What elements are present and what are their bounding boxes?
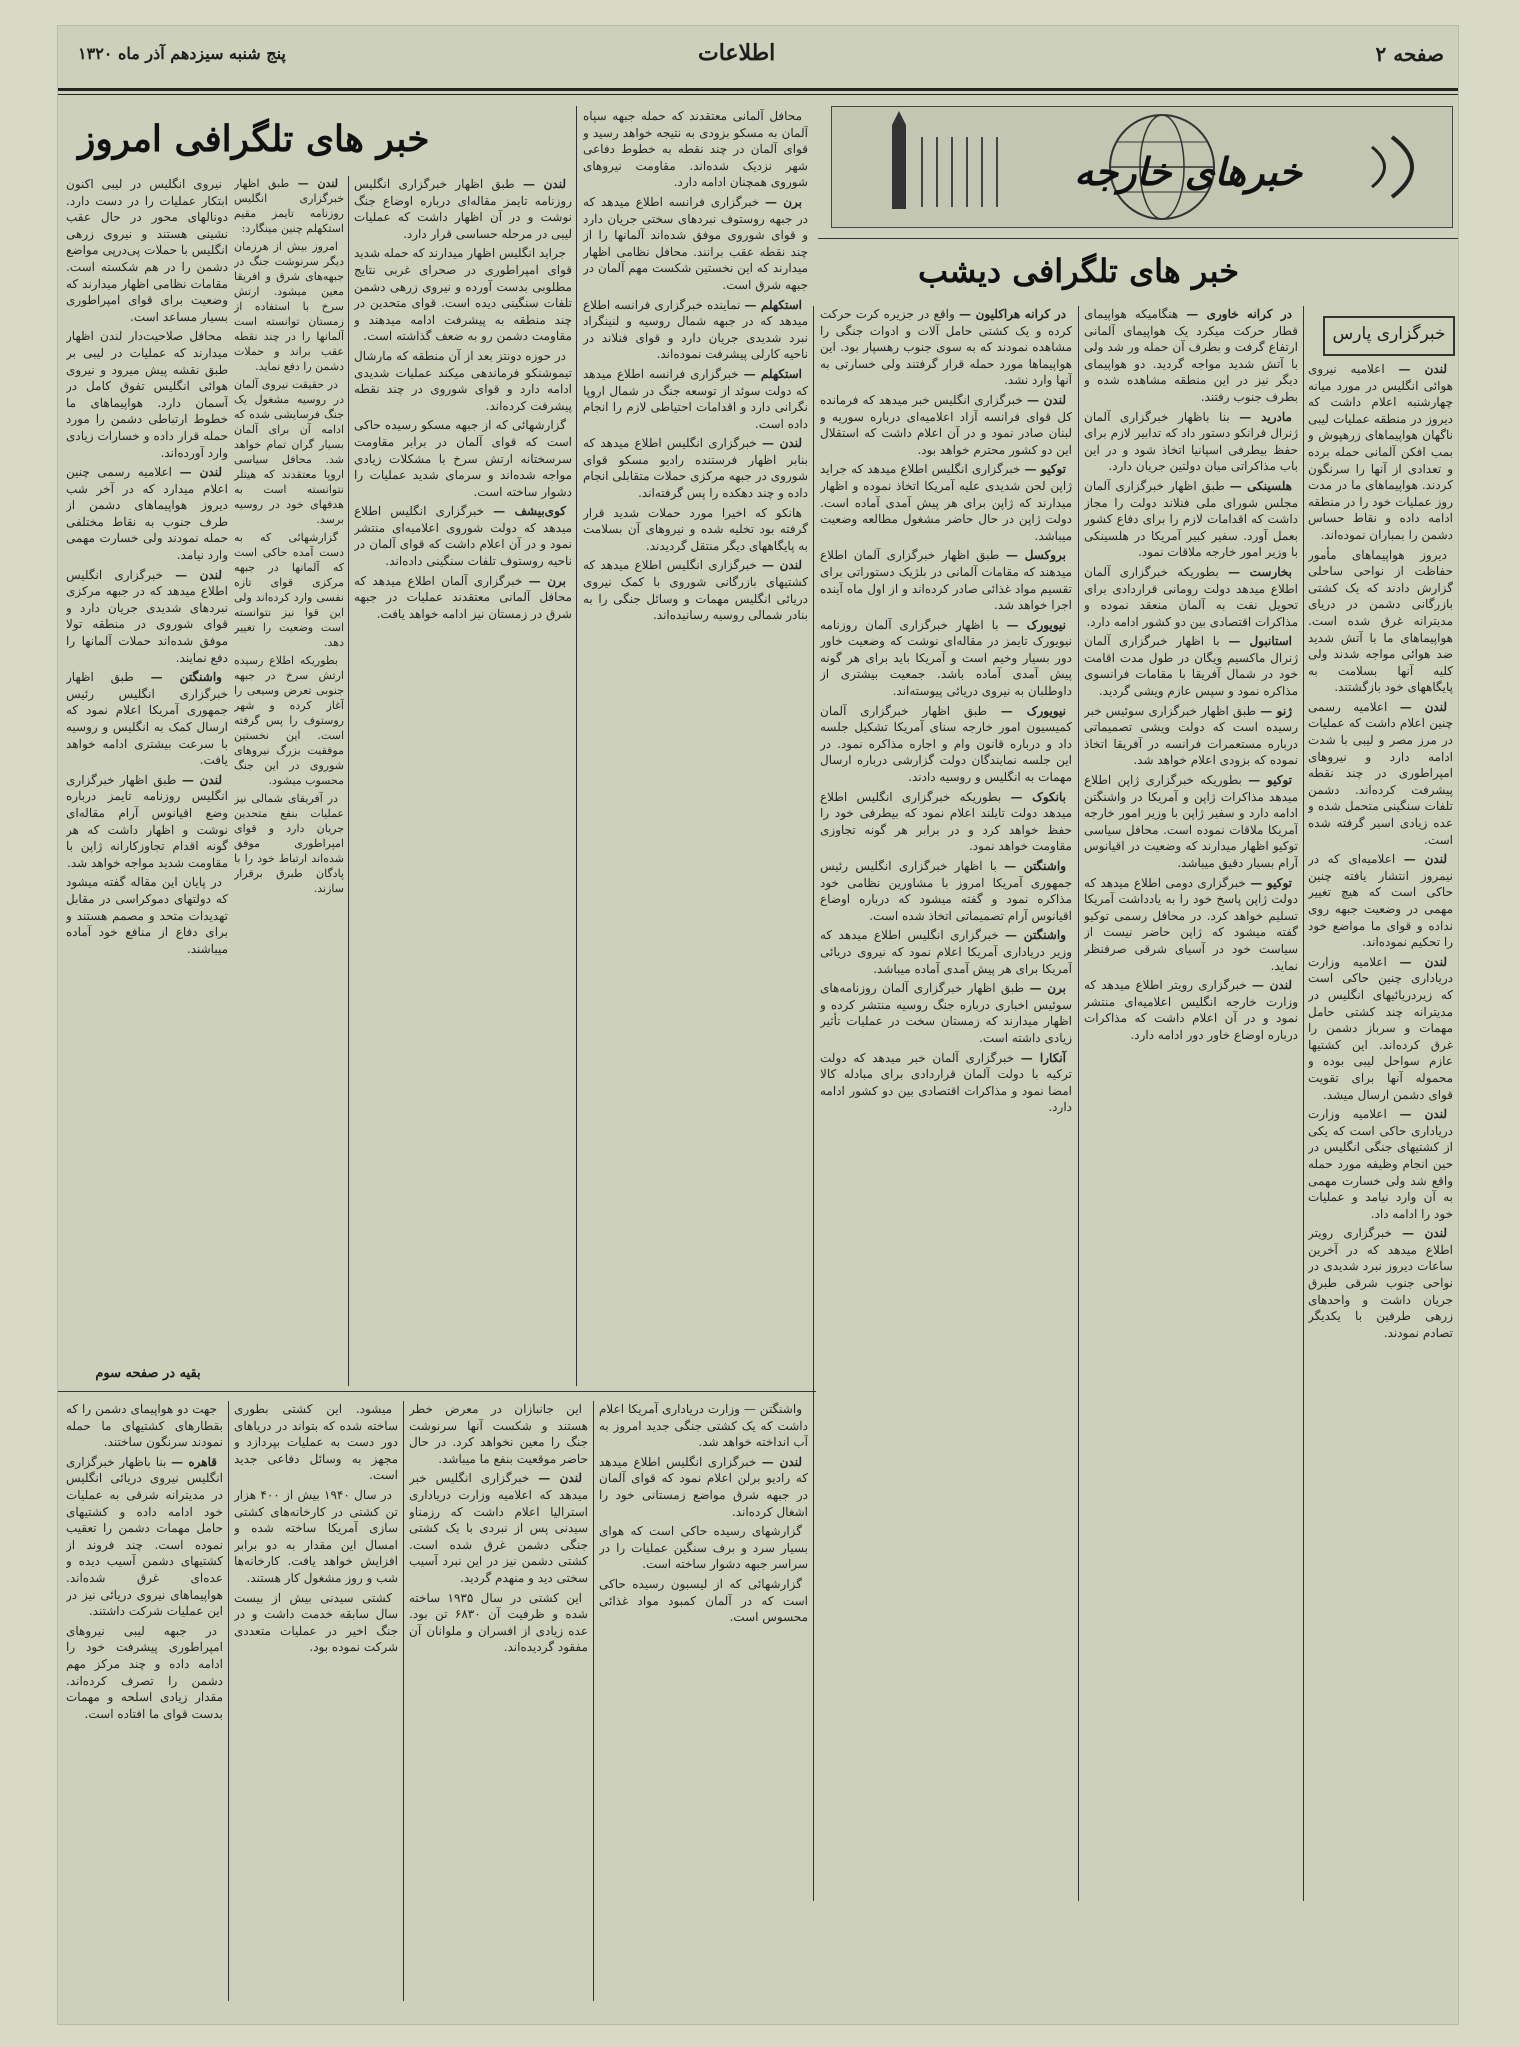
news-text: میشود. این کشتی بطوری ساخته شده که بتواند در دریاهای دور دست به عملیات بپردازد و مجهز به وسائل دفاعی جدید است. — [234, 1402, 398, 1483]
news-item — [1084, 772, 1298, 872]
dateline: لندن — — [1399, 699, 1447, 714]
dateline: لندن — — [762, 558, 802, 573]
page-number: صفحه ۲ — [1375, 42, 1444, 66]
news-item — [820, 392, 1072, 458]
news-item — [1308, 699, 1453, 848]
news-item — [409, 1590, 588, 1656]
banner-rule — [818, 238, 1458, 239]
news-text: بنا باظهار خبرگزاری آلمان ژنرال فرانکو دستور داد که تدابیر لازم برای حفظ بیطرفی اسپانیا اتخاذ شود و در این باب مذاکراتی میان دولتین جریان دارد. — [1084, 409, 1298, 474]
news-item — [234, 377, 344, 527]
news-text: امروز بیش از هرزمان دیگر سرنوشت جنگ در جبهه‌های شرق و افریقا معین میشود. ارتش سرخ با استفاده از زمستان توانسته است آلمانها را در چند نقطه عقب براند و حملات دشمن را دفع نماید. — [234, 240, 344, 373]
news-item — [583, 435, 808, 501]
news-item — [820, 1050, 1072, 1116]
continued-note: بقیه در صفحه سوم — [95, 1366, 201, 1381]
news-text: خبرگزاری انگلیس اطلاع میدهد که کشتیهای بازرگانی شوروی با کمک نیروی دریائی انگلیس مهمات و وسائل جنگی را به بنادر شمالی روسیه رسانیده‌اند. — [583, 558, 808, 623]
column-rule — [1303, 306, 1304, 1901]
news-text: در پایان این مقاله گفته میشود که دولتهای دموکراسی در مقابل تهدیدات متحد و مصمم هستند و برای دفاع از منافع خود آماده میباشند. — [66, 875, 228, 956]
news-item — [1308, 361, 1453, 544]
news-item — [66, 772, 228, 872]
news-text: طبق اظهار خبرگزاری آلمان مجلس شورای ملی فنلاند دولت را مجاز داشت که اقدامات لازم را برای دفاع کشور بعمل آورد. سفیر کبیر آمریکا در هلسینکی با وزیر امور خارجه ملاقات نمود. — [1084, 478, 1298, 560]
dateline: کوی‌بیشف — — [493, 504, 566, 519]
dateline: استکهلم — — [744, 297, 802, 312]
news-text: اعلامیه وزارت دریاداری چنین حاکی است که زیردریائیهای انگلیس در مدیترانه چند کشتی حامل مهمات و سرباز دشمن را غرق کرده‌اند. این کشتیها عازم سواحل لیبی بوده و محموله آنها برای تقویت قوای دشمن ارسال میشد. — [1308, 954, 1453, 1102]
news-item — [354, 176, 572, 242]
newspaper-page — [58, 26, 1458, 2024]
news-text: بطوریکه خبرگزاری ژاپن اطلاع میدهد مذاکرات ژاپن و آمریکا در واشنگتن ادامه دارد و سفیر ژاپن با وزیر امور خارجه آمریکا ملاقات نموده است. محافل سیاسی توکیو اظهار میدارند که وضعیت در اقیانوس آرام بسیار دقیق میباشد. — [1084, 773, 1298, 870]
news-text: اعلامیه رسمی چنین اعلام داشت که عملیات در مرز مصر و لیبی با شدت ادامه دارد و نیروهای امپراطوری در چند نقطه پیشرفت کرده‌اند. دشمن تلفات سنگینی متحمل شده و عده زیادی اسیر گرفته شده است. — [1308, 699, 1453, 847]
news-text: بنا باظهار خبرگزاری انگلیس نیروی دریائی انگلیس در مدیترانه شرقی به عملیات خود ادامه داده و کشتیهای حامل مهمات دشمن را تعقیب نموده است. چند فروند از کشتیهای دشمن آسیب دیده و عده‌ای غرق شده‌اند. هواپیماهای نیروی دریائی نیز در این عملیات شرکت داشتند. — [66, 1454, 223, 1619]
news-text: با اظهار خبرگزاری آلمان روزنامه نیویورک تایمز در مقاله‌ای نوشت که وضعیت خاور دور بسیار وخیم است و آمریکا باید برای هر گونه پیش آمدی آماده باشد. جمعیت بیشتری از داوطلبان به نیروی دریائی پیوسته‌اند. — [820, 617, 1072, 699]
dateline: بخارست — — [1228, 564, 1292, 579]
news-item — [820, 927, 1072, 977]
dateline: در کرانه هراکلیون — — [959, 307, 1066, 321]
news-text: نماینده خبرگزاری فرانسه اطلاع میدهد که در جبهه شمال روسیه و لنینگراد نبرد شدیدی جریان دارد و قوای فنلاند در ناحیه کارلی پیشرفت نموده‌اند. — [583, 297, 808, 362]
dateline: برن — — [765, 194, 802, 209]
news-item — [1084, 409, 1298, 475]
news-item — [583, 505, 808, 555]
news-item — [599, 1576, 808, 1626]
news-item — [820, 306, 1072, 389]
news-text: این کشتی در سال ۱۹۳۵ ساخته شده و ظرفیت آن ۶۸۳۰ تن بود. عده زیادی از افسران و ملوانان آن مفقود گردیده‌اند. — [409, 1590, 588, 1655]
bottom-column-b — [234, 1401, 398, 2001]
news-text: اعلامیه وزارت دریاداری حاکی است که یکی از کشتیهای جنگی انگلیس در حین انجام وظیفه مورد حمله واقع شد ولی خسارت مهمی به آن وارد نیامد و عملیات خود را ادامه داد. — [1308, 1107, 1453, 1221]
news-item — [66, 669, 228, 769]
news-item — [1308, 954, 1453, 1103]
news-text: کشتی سیدنی بیش از بیست سال سابقه خدمت داشت و در جنگ اخیر در عملیات متعددی شرکت نموده بود. — [234, 1590, 398, 1655]
news-item — [1084, 478, 1298, 561]
news-item — [354, 348, 572, 414]
dateline: لندن — — [1252, 978, 1292, 993]
news-text: خبرگزاری رویتر اطلاع میدهد که در آخرین ساعات دیروز نبرد شدیدی در نواحی جنوب شرقی طبرق جریان داشت و واحدهای زرهی طرفین با یکدیگر تصادم نمودند. — [1308, 1226, 1453, 1340]
news-text: طبق اظهار خبرگزاری انگلیس روزنامه تایمز درباره وضع اقیانوس آرام مقاله‌ای نوشت و اظهار داشت که هر گونه اقدام تجاوزکارانه ژاپن با مقاومت شدید مواجه خواهد شد. — [66, 772, 228, 870]
news-text: خبرگزاری دومی اطلاع میدهد که دولت ژاپن پاسخ خود را به یادداشت آمریکا تسلیم خواهد کرد. در محافل رسمی توکیو گفته میشود که ژاپن حاضر نیست از سیاست خود در آسیای شرقی صرفنظر نماید. — [1084, 875, 1298, 973]
dateline: ژنو — — [1260, 703, 1292, 718]
news-item — [354, 417, 572, 500]
news-text: این جانبازان در معرض خطر هستند و شکست آنها سرنوشت جنگ را معین نخواهد کرد. در حال حاضر موقعیت بنفع ما میباشد. — [409, 1402, 588, 1466]
news-text: هانکو که اخیرا مورد حملات شدید قرار گرفته بود تخلیه شده و نیروهای آن بسلامت به پایگاههای دیگر منتقل گردیدند. — [583, 505, 808, 553]
dateline: استانبول — — [1228, 634, 1292, 649]
news-item — [583, 108, 808, 191]
news-text: طبق اظهار خبرگزاری آلمان روزنامه‌های سوئیس اخباری درباره جنگ روسیه منتشر کرده و اظهار میدارند که زمستان سخت در عملیات تأثیر زیادی داشته است. — [820, 981, 1072, 1045]
dateline: آنکارا — — [1020, 1050, 1066, 1065]
news-item — [1084, 306, 1298, 406]
news-text: واشنگتن — وزارت دریاداری آمریکا اعلام داشت که یک کشتی جنگی جدید امروز به آب انداخته خواهد شد. — [599, 1402, 808, 1450]
issue-date: پنج شنبه سیزدهم آذر ماه ۱۳۲۰ — [78, 44, 286, 63]
news-text: گزارشهای رسیده حاکی است که هوای بسیار سرد و برف سنگین عملیات را در سراسر جبهه دشوار ساخته است. — [599, 1524, 808, 1572]
dateline: لندن — — [175, 567, 222, 582]
dateline: نیویورک — — [1000, 703, 1066, 718]
news-item — [820, 617, 1072, 700]
news-item — [234, 653, 344, 788]
news-item — [234, 1590, 398, 1656]
newspaper-name: اطلاعات — [698, 40, 776, 66]
news-text: در حوزه دونتز بعد از آن منطقه که مارشال تیموشنکو فرماندهی میکند عملیات شدیدی ادامه دارد و قوای شوروی در چند نقطه پیشرفت کرده‌اند. — [354, 348, 572, 413]
news-text: بطوریکه خبرگزاری انگلیس اطلاع میدهد دولت تایلند اعلام نمود که بیطرفی خود را حفظ خواهد کرد و در برابر هر گونه تجاوزی مقاومت خواهد نمود. — [820, 789, 1072, 854]
news-text: نیروی انگلیس در لیبی اکنون ابتکار عملیات را در دست دارد. دونالهای محور در حال عقب نشینی هستند و نیروی زرهی انگلیس با حملات پی‌درپی مواضع دشمن را در هم شکسته است. مقامات نظامی اظهار میدارند که وضعیت برای قوای امپراطوری بسیار مساعد است. — [66, 177, 228, 324]
news-text: هنگامیکه هواپیمای قطار حرکت میکرد یک هواپیمای آلمانی ارتفاع گرفت و بطرف آن حمله ور شد ولی با آتش شدید مواجه گردید. دو هواپیمای دیگر نیز در این منطقه مشاهده شده و بطرف جنوب رفتند. — [1084, 307, 1298, 404]
news-item — [583, 366, 808, 432]
column-rule — [403, 1401, 404, 2001]
news-item — [409, 1401, 588, 1467]
news-item — [354, 573, 572, 623]
news-item — [66, 1623, 223, 1723]
news-item — [1084, 703, 1298, 769]
dateline: واشنگتن — — [1005, 928, 1066, 943]
news-text: در سال ۱۹۴۰ بیش از ۴۰۰ هزار تن کشتی در کارخانه‌های کشتی سازی آمریکا ساخته شده و امسال این مقدار به دو برابر افزایش خواهد یافت. کارخانه‌ها شب و روز مشغول کار هستند. — [234, 1487, 398, 1585]
news-item — [66, 328, 228, 461]
news-text: واقع در جزیره کرت حرکت کرده و یک کشتی حامل آلات و ادوات جنگی را مشاهده نمودند که به سوی جنوب رهسپار بود. این هواپیماها مورد حمله قرار گرفتند ولی خسارتی به آنها وارد نشد. — [820, 307, 1072, 388]
foreign-news-title: خبرهای خارجه — [1074, 149, 1302, 194]
news-text: خبرگزاری انگلیس خبر میدهد که فرمانده کل قوای فرانسه آزاد اعلامیه‌ای درباره سوریه و لبنان صادر نمود و در آن اعلام داشت که استقلال این دو کشور محترم خواهد بود. — [820, 392, 1072, 457]
news-text: محافل صلاحیت‌دار لندن اظهار میدارند که عملیات در لیبی بر طبق نقشه پیش میرود و نیروی هوائی انگلیس تفوق کامل در آسمان دارد. هواپیماهای ما خطوط ارتباطی دشمن را مورد حمله قرار داده و خسارات زیادی وارد آورده‌اند. — [66, 329, 228, 460]
dateline: لندن — — [1403, 852, 1447, 867]
dateline: استکهلم — — [743, 366, 802, 381]
news-text: طبق اظهار خبرگزاری انگلیس رئیس جمهوری آمریکا اعلام نمود که ارسال کمک به انگلیس و روسیه با سرعت بیشتری ادامه خواهد یافت. — [66, 670, 228, 768]
bottom-column-d — [599, 1401, 808, 2001]
news-item — [234, 530, 344, 650]
news-text: خبرگزاری انگلیس خبر میدهد که اعلامیه وزارت دریاداری استرالیا اعلام داشت که رزمناو سیدنی پس از نبردی با یک کشتی جنگی دشمن غرق شده است. کشتی دشمن نیز در این نبرد آسیب سختی دید و منهدم گردید. — [409, 1471, 588, 1585]
news-text: خبرگزاری رویتر اطلاع میدهد که وزارت خارجه انگلیس اعلامیه‌ای منتشر نمود و در آن اعلام داشت که مذاکرات درباره اوضاع خاور دور ادامه دارد. — [1084, 978, 1298, 1042]
news-item — [820, 858, 1072, 924]
dateline: لندن — — [297, 177, 339, 190]
news-item — [66, 1401, 223, 1451]
news-column-6 — [234, 176, 344, 1386]
dateline: واشنگتن — — [150, 670, 222, 685]
news-item — [354, 245, 572, 345]
news-item — [1084, 977, 1298, 1043]
news-text: در آفریقای شمالی نیز عملیات بنفع متحدین جریان دارد و قوای امپراطوری موفق شده‌اند ارتباط خود را با پادگان طبرق برقرار سازند. — [234, 792, 344, 895]
news-text: محافل آلمانی معتقدند که حمله جبهه سپاه آلمان به مسکو بزودی به نتیجه خواهد رسید و قوای آلمان در چند نقطه به خطوط دفاعی شهر نزدیک شده‌اند. مقاومت نیروهای شوروی همچنان ادامه دارد. — [583, 109, 808, 190]
news-column-7 — [66, 176, 228, 1361]
header-rule-thin — [58, 94, 1458, 95]
news-item — [583, 557, 808, 623]
news-item — [66, 176, 228, 325]
page-header — [58, 26, 1458, 92]
news-text: اعلامیه نیروی هوائی انگلیس در مورد میانه چهارشنبه اعلام داشت که دیروز در منطقه عملیات لیبی ناگهان هواپیماهای زرهپوش و بمب افکن آلمانی حمله برده و تعدادی از آنها را سرنگون کردند. هواپیماهای ما در مدت روز عملیات خود را در منطقه ادامه داده و نقاط حساس دشمن را بمباران نموده‌اند. — [1308, 362, 1453, 542]
news-text: خبرگزاری انگلیس اطلاع میدهد که دولت شوروی اعلامیه‌ای منتشر نمود و در آن اعلام داشت که قوای آلمان در ناحیه روستوف تلفات سنگینی داده‌اند. — [354, 504, 572, 569]
news-text: طبق اظهار خبرگزاری سوئیس خبر رسیده است که دولت ویشی تصمیماتی درباره مستعمرات فرانسه در آفریقا اتخاذ نموده که بزودی اعلام خواهد شد. — [1084, 703, 1298, 768]
news-item — [820, 789, 1072, 855]
news-item — [1084, 564, 1298, 630]
pars-agency-label: خبرگزاری پارس — [1323, 316, 1455, 356]
dateline: لندن — — [181, 772, 222, 787]
news-text: اعلامیه رسمی چنین اعلام میدارد که در آخر شب دیروز هواپیماهای دشمن از طرف جنوب به نقاط مختلفی حمله نمودند ولی خسارت مهمی وارد نیامد. — [66, 465, 228, 563]
news-item — [66, 1454, 223, 1620]
news-item — [820, 980, 1072, 1046]
news-text: خبرگزاری انگلیس اطلاع میدهد که رادیو برلن اعلام نمود که قوای آلمان در جبهه شرق مواضع زمستانی خود را اشغال کرده‌اند. — [599, 1454, 808, 1519]
news-text: خبرگزاری فرانسه اطلاع میدهد که در جبهه روستوف نبردهای سختی جریان دارد و قوای شوروی موفق شده‌اند آلمانها را از چند نقطه عقب برانند. محافل نظامی اظهار میدارند که این نخستین شکست مهم آلمان در جبهه شرق است. — [583, 194, 808, 292]
news-text: خبرگزاری آلمان خبر میدهد که دولت ترکیه با دولت آلمان قراردادی برای مبادله کالا امضا نمود و مذاکرات اقتصادی بین دو کشور ادامه دارد. — [820, 1050, 1072, 1115]
news-text: طبق اظهار خبرگزاری انگلیس روزنامه تایمز مقیم استکهلم چنین مینگارد: — [234, 177, 344, 235]
news-item — [1084, 633, 1298, 699]
dateline: توکیو — — [1024, 462, 1066, 477]
dateline: لندن — — [538, 1471, 582, 1486]
bottom-column-c — [409, 1401, 588, 2001]
news-text: اعلامیه‌ای که در نیمروز انتشار یافته چنین حاکی است که هیچ تغییر مهمی در وضعیت جبهه روی نداده و قوای ما مواضع خود را تحکیم نموده‌اند. — [1308, 852, 1453, 950]
news-item — [66, 464, 228, 564]
news-text: طبق اظهار خبرگزاری آلمان کمیسیون امور خارجه سنای آمریکا تشکیل جلسه داد و درباره قانون وام و اجاره مذاکره نمود. در این جلسه نمایندگان دولت گزارشی درباره ارسال مهمات به انگلیس و روسیه دادند. — [820, 703, 1072, 785]
news-item — [409, 1470, 588, 1586]
news-item — [1308, 1225, 1453, 1341]
news-text: طبق اظهار خبرگزاری آلمان اطلاع میدهند که مقامات آلمانی در بلژیک دستوراتی برای تقسیم مواد غذائی صادر کرده‌اند و از اول ماه آینده اجرا خواهد شد. — [820, 548, 1072, 613]
column-rule — [813, 306, 814, 1901]
header-rule — [58, 88, 1458, 91]
column-rule — [348, 176, 349, 1386]
news-item — [820, 703, 1072, 786]
news-item — [234, 176, 344, 236]
dateline: لندن — — [1399, 954, 1447, 969]
column-rule — [576, 106, 577, 1386]
dateline: لندن — — [179, 465, 222, 480]
dateline: نیویورک — — [1006, 617, 1066, 632]
news-text: خبرگزاری انگلیس اطلاع میدهد که در جبهه مرکزی نبردهای شدیدی جریان دارد و قوای شوروی در منطقه تولا موفق شده‌اند حملات آلمانها را دفع نمایند. — [66, 567, 228, 665]
dateline: بروکسل — — [1005, 548, 1066, 563]
headline-wire-last-night: خبر های تلگرافی دیشب — [918, 252, 1239, 290]
dateline: لندن — — [761, 1454, 802, 1469]
dateline: لندن — — [1398, 362, 1447, 376]
dateline: برن — — [1029, 981, 1066, 996]
news-item — [1308, 851, 1453, 951]
news-column-5 — [354, 176, 572, 1386]
news-item — [1308, 547, 1453, 696]
dateline: لندن — — [1402, 1226, 1447, 1241]
news-column-3 — [820, 306, 1072, 2001]
news-item — [820, 547, 1072, 613]
news-item — [66, 874, 228, 957]
news-item — [599, 1454, 808, 1520]
dateline: در کرانه خاوری — — [1186, 307, 1292, 321]
news-text: با اظهار خبرگزاری انگلیس رئیس جمهوری آمریکا امروز با مشاورین نظامی خود مذاکره نمود و گفته میشود که درباره اوضاع اقیانوس آرام تصمیماتی اتخاذ شده است. — [820, 859, 1072, 923]
news-text: گزارشهائی که از جبهه مسکو رسیده حاکی است که قوای آلمان در برابر مقاومت سرسختانه ارتش سرخ با مشکلات زیادی مواجه شده‌اند و سرمای شدید عملیات را دشوار ساخته است. — [354, 418, 572, 499]
news-item — [234, 1401, 398, 1484]
news-text: خبرگزاری آلمان اطلاع میدهد که محافل آلمانی معتقدند عملیات در جبهه شرق در زمستان نیز ادامه خواهد یافت. — [354, 573, 572, 621]
news-text: در جبهه لیبی نیروهای امپراطوری پیشرفت خود را ادامه داده و چند مرکز مهم دشمن را تصرف کرده‌اند. مقدار زیادی اسلحه و مهمات بدست قوای ما افتاده است. — [66, 1623, 223, 1721]
news-item — [1308, 1106, 1453, 1222]
news-text: خبرگزاری فرانسه اطلاع میدهد که دولت سوئد از توسعه جنگ در شمال اروپا نگرانی دارد و اقدامات احتیاطی لازم را انجام داده است. — [583, 366, 808, 431]
news-item — [820, 461, 1072, 544]
news-text: خبرگزاری انگلیس اطلاع میدهد که بنابر اظهار فرستنده رادیو مسکو قوای شوروی در جبهه مرکزی حملات متقابلی انجام داده و چند دهکده را پس گرفته‌اند. — [583, 436, 808, 501]
news-text: گزارشهائی که از لیسبون رسیده حاکی است که در آلمان کمبود مواد غذائی محسوس است. — [599, 1576, 808, 1625]
bottom-column-a — [66, 1401, 223, 2001]
news-text: دیروز هواپیماهای مأمور حفاظت از نواحی ساحلی گزارش دادند که یک کشتی بازرگانی دشمن در دریای مدیترانه غرق شده است. هواپیماهای ما با آتش شدید ضد هوائی مواجه شدند ولی کلیه آنها بسلامت به پایگاههای خود بازگشتند. — [1308, 547, 1453, 695]
news-item — [1084, 875, 1298, 975]
news-text: خبرگزاری انگلیس اطلاع میدهد که جراید ژاپن لحن شدیدی علیه آمریکا اتخاذ نموده و اظهار میدارند که ژاپن برای هر پیش آمدی آماده است. دولت ژاپن در حال حاضر مشغول مطالعه وضعیت میباشد. — [820, 462, 1072, 543]
dateline: هلسینکی — — [1229, 478, 1292, 493]
dateline: برن — — [528, 573, 566, 588]
news-text: گزارشهائی که به دست آمده حاکی است که آلمانها در جبهه مرکزی قوای تازه نفسی وارد کرده‌اند ولی این قوا نیز نتوانسته است وضعیت را تغییر دهد. — [234, 531, 344, 649]
dateline: مادرید — — [1239, 409, 1292, 424]
column-rule — [228, 1401, 229, 2001]
news-item — [583, 194, 808, 294]
news-text: بطوریکه خبرگزاری آلمان اطلاع میدهد دولت رومانی قراردادی برای تحویل نفت به آلمان منعقد نموده و مذاکرات اقتصادی بین دو کشور ادامه دارد. — [1084, 564, 1298, 629]
foreign-news-logo — [831, 106, 1453, 228]
dateline: لندن — — [1399, 1107, 1447, 1122]
news-text: خبرگزاری انگلیس اطلاع میدهد که وزیر دریاداری آمریکا اعلام نمود که نیروی دریائی آمریکا برای هر پیش آمدی آماده میباشد. — [820, 928, 1072, 976]
news-item — [234, 1487, 398, 1587]
dateline: لندن — — [1027, 392, 1066, 407]
dateline: واشنگتن — — [1004, 859, 1066, 873]
news-text: طبق اظهار خبرگزاری انگلیس روزنامه تایمز مقاله‌ای درباره اوضاع جنگ نوشت و در آن اظهار داشت که عملیات لیبی در مرحله حساسی قرار دارد. — [354, 177, 572, 241]
dateline: لندن — — [762, 436, 802, 451]
news-item — [234, 239, 344, 374]
news-text: با اظهار خبرگزاری آلمان ژنرال ماکسیم ویگان در طول مدت اقامت خود در شمال آفریقا با مقامات فرانسوی مذاکره نمود و سپس عازم ویشی گردید. — [1084, 634, 1298, 699]
news-column-2 — [1084, 306, 1298, 2001]
news-text: جراید انگلیس اظهار میدارند که حمله شدید قوای امپراطوری در صحرای غربی نتایج مطلوبی بدست آورده و نیروی زرهی دشمن تلفات سنگینی دیده است. قوای متحدین در چند منطقه به پیشرفت ادامه میدهند و مقاومت دشمن رو به ضعف گذاشته است. — [354, 246, 572, 344]
news-text: در حقیقت نیروی آلمان در روسیه مشغول یک جنگ فرسایشی شده که ادامه آن برای آلمان بسیار گران تمام خواهد شد. محافل سیاسی اروپا معتقدند که هیتلر نتوانسته است به هدفهای خود در روسیه برسد. — [234, 378, 344, 526]
news-item — [66, 567, 228, 667]
news-item — [599, 1401, 808, 1451]
news-text: جهت دو هواپیمای دشمن را که بقطارهای کشتیهای ما حمله نمودند سرنگون ساختند. — [66, 1402, 223, 1450]
column-rule — [1078, 306, 1079, 1901]
headline-wire-today: خبر های تلگرافی امروز — [78, 118, 430, 160]
dateline: بانکوک — — [1010, 789, 1066, 804]
dateline: توکیو — — [1250, 875, 1292, 890]
news-column-pars — [1308, 361, 1453, 2001]
news-item — [354, 503, 572, 569]
news-item — [234, 791, 344, 896]
news-item — [583, 297, 808, 363]
news-item — [599, 1523, 808, 1573]
dateline: قاهره — — [171, 1454, 217, 1469]
news-text: بطوریکه اطلاع رسیده ارتش سرخ در جبهه جنوبی تعرض وسیعی را آغاز کرده و شهر روستوف را پس گرفته است. این نخستین موفقیت بزرگ نیروهای شوروی در این جنگ محسوب میشود. — [234, 654, 344, 787]
dateline: توکیو — — [1248, 773, 1292, 788]
dateline: لندن — — [522, 177, 566, 191]
